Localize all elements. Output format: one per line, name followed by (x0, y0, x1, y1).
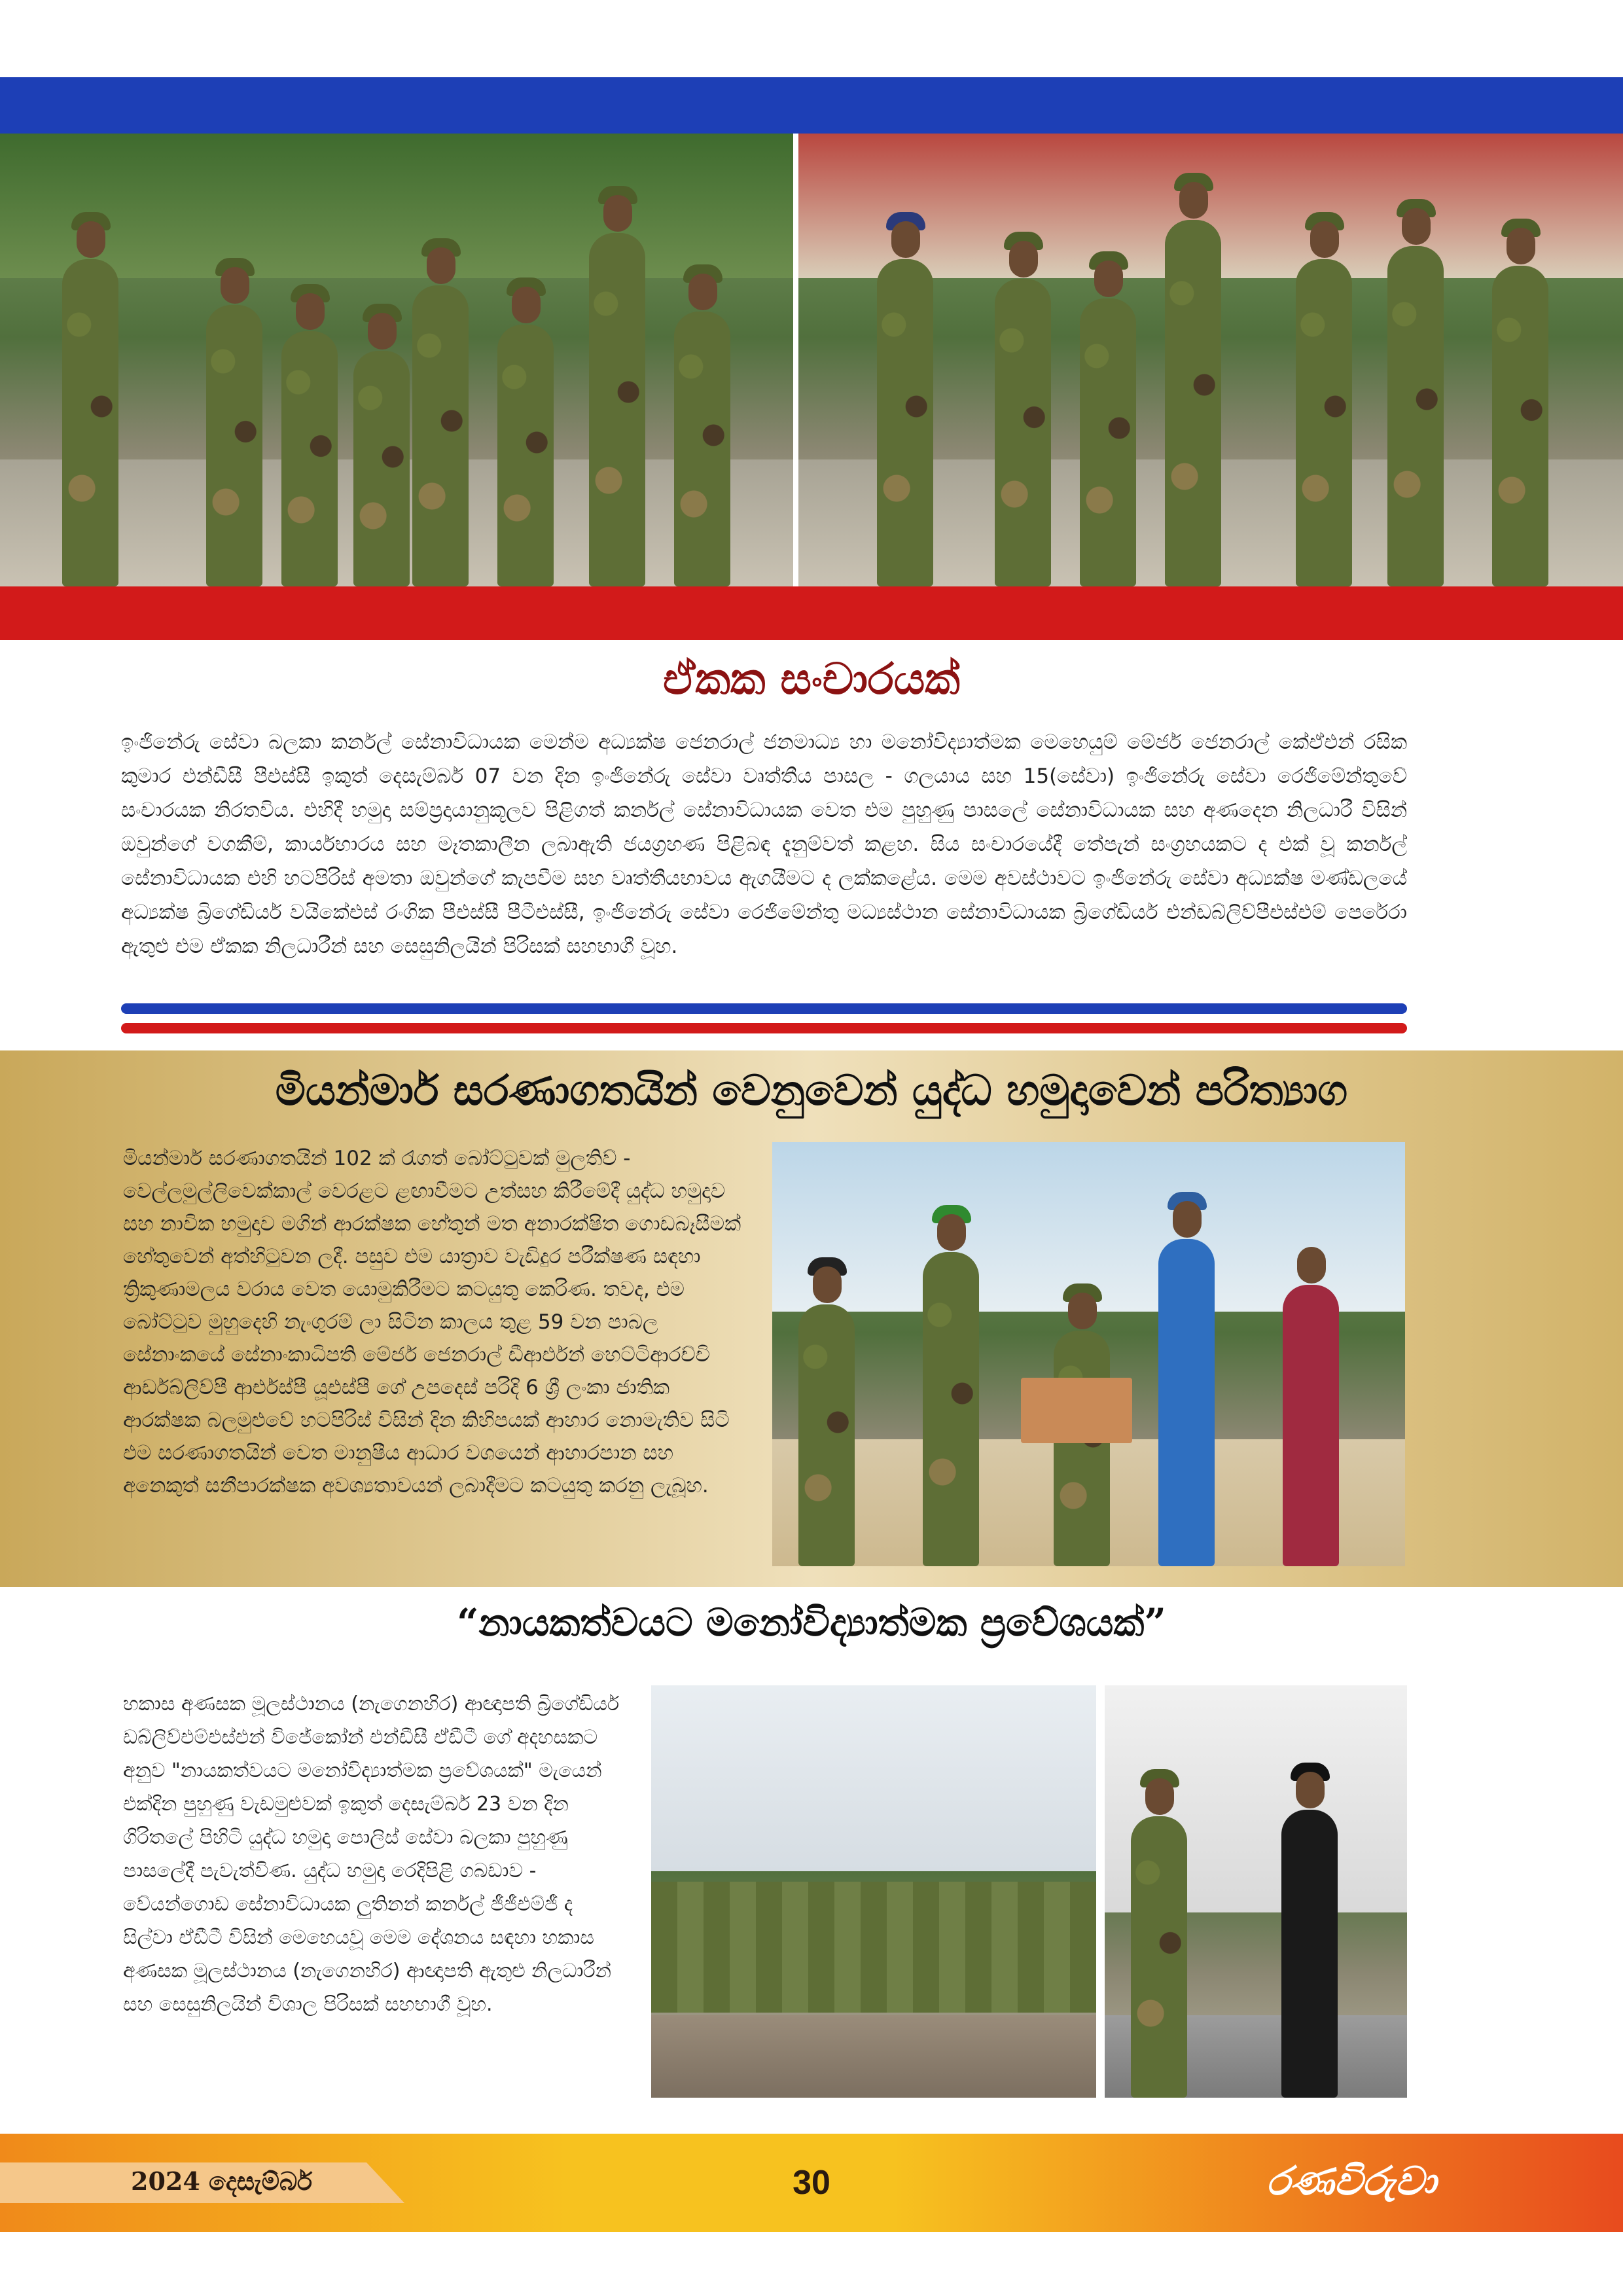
divider-red (121, 1023, 1407, 1033)
section-1-title: ඒකක සංචාරයක් (663, 653, 960, 704)
section-3-title: “නායකත්වයට මනෝවිද්‍යාත්මක ප්‍රවේශයක්” (457, 1600, 1166, 1645)
section-2-title: මියන්මාර් සරණාගතයින් වෙනුවෙන් යුද්ධ හමුදාවෙන් පරිත්‍යාග (275, 1067, 1348, 1115)
photo-memento-presentation (1105, 1685, 1407, 2098)
magazine-brand: රණවිරුවා (1266, 2159, 1436, 2204)
photo-donation-handover (772, 1142, 1405, 1566)
section-1-body: ඉංජිනේරු සේවා බලකා කර්නල් සේනාවිධායක මෙන්ම අධ්‍යක්ෂ ජෙනරාල් ජනමාධ්‍ය හා මනෝවිද්‍යාත්මක මෙහෙයුම් මේජර් ජෙනරාල් කේඒඑන් රසික කුමාර එන්ඩීසී පීඑස්සී ඉකුත් දෙසැම්බර් 07 වන දින ඉංජිනේරු සේවා වෘත්තීය පාසල - ගලයාය සහ 15(සේවා) ඉංජිනේරු සේවා රෙජිමේන්තුවේ සංචාරයක නිරතවිය. එහිදී හමුදා සම්ප්‍රදායානුකූලව පිළිගත් කර්නල් සේනාවිධායක වෙත එම පුහුණු පාසලේ සේනාවිධායක සහ අණදෙන නිලධාරී විසින් ඔවුන්ගේ වගකීම්, කාර්යභාරය සහ මෑතකාලීන ලබාඇති ජයග්‍රහණ පිළිබඳ දැනුම්වත් කළහ. සිය සංචාරයේදී තේපැන් සංග්‍රහයකට ද එක් වූ කර්නල් සේනාවිධායක එහි හටපිරිස් අමතා ඔවුන්ගේ කැපවීම සහ වෘත්තීයභාවය ඇගයීමට ද ලක්කළේය. මෙම අවස්ථාවට ඉංජිනේරු සේවා අධ්‍යක්ෂ මණ්ඩලයේ අධ්‍යක්ෂ බ්‍රිගේඩියර් වයිකේඑස් රංගික පීඑස්සී පීටීඑස්සී, ඉංජිනේරු සේවා රෙජිමේන්තු මධ්‍යස්ථාන සේනාවිධායක බ්‍රිගේඩියර් එන්ඩබ්ලිව්පීඑස්එම් පෙරේරා ඇතුළු එම ඒකක නිලධාරීන් සහ සෙසුනිලයින් පිරිසක් සහභාගී වූහ. (121, 730, 1407, 958)
header-red-band (0, 586, 1623, 640)
donation-box (1021, 1378, 1132, 1443)
photo-officers-handshake (0, 134, 793, 586)
page-number: 30 (793, 2164, 830, 2202)
photo-lecture-audience (651, 1685, 1096, 2098)
photo-officers-walking (798, 134, 1623, 586)
footer-date: 2024 දෙසැම්බර් (131, 2166, 313, 2196)
header-blue-band (0, 77, 1623, 134)
section-3-body: හකාස අණසක මූලස්ථානය (නැගෙනහිර) ආඥාපති බ්‍රිගේඩියර් ඩබ්ලිව්එම්එස්එන් විජේකෝන් එන්ඩීසී ඒඩීටී ගේ අදහසකට අනුව "නායකත්වයට මනෝවිද්‍යාත්මක ප්‍රවේශයක්" මැයෙන් එක්දින පුහුණු වැඩමුළුවක් ඉකුත් දෙසැම්බර් 23 වන දින ගිරිතලේ පිහිටි යුද්ධ හමුදා පොලිස් සේවා බලකා පුහුණු පාසලේදී පැවැත්විණ. යුද්ධ හමුදා රෙදිපිළි ගබඩාව - වේයන්ගොඩ සේනාවිධායක ලුතිනන් කර්නල් ජීජීඑම්ජී ද සිල්වා ඒඩීටී විසින් මෙහෙයවූ මෙම දේශනය සඳහා හකාස අණසක මූලස්ථානය (නැගෙනහිර) ආඥාපති ඇතුළු නිලධාරීන් සහ සෙසුනිලයින් විශාල පිරිසක් සහභාගී වූහ. (123, 1693, 620, 2016)
header-photo-row (0, 134, 1623, 586)
seated-soldiers (651, 1882, 1096, 2013)
section-2-body: මියන්මාර් සරණාගතයින් 102 ක් රැගත් බෝට්ටුවක් මුලතිව් - වෙල්ලමුල්ලිවෙක්කාල් වෙරළට ළඟාවීමට උත්සහ කිරීමේදී යුද්ධ හමුදාව සහ නාවික හමුදාව මගින් ආරක්ෂක හේතුන් මත අනාරක්ෂිත ගොඩබෑසීමක් හේතුවෙන් අත්හිටුවන ලදී. පසුව එම යාත්‍රාව වැඩිදුර පරීක්ෂණ සඳහා ත්‍රිකුණාමලය වරාය වෙත යොමුකිරීමට කටයුතු කෙරිණ. තවද, එම බෝට්ටුව මුහුදෙහි නැංගුරම් ලා සිටින කාලය තුළ 59 වන පාබල සේනාංකයේ සේනාංකාධිපති මේජර් ජෙනරාල් ඩීආර්එන් හෙට්ටිආරච්චි ආර්ඩබ්ලිව්පී ආර්එස්පී යූඑස්පී ගේ උපදෙස් පරිදි 6 ශ්‍රී ලංකා ජාතික ආරක්ෂක බලමුළුවේ හටපිරිස් විසින් දින කිහිපයක් ආහාර නොමැතිව සිටි එම සරණාගතයින් වෙත මානුෂීය ආධාර වශයෙන් ආහාරපාන සහ අනෙකුත් සනීපාරක්ෂක අවශ්‍යතාවයන් ලබාදීමට කටයුතු කරනු ලැබූහ. (123, 1147, 741, 1498)
divider-blue (121, 1003, 1407, 1014)
